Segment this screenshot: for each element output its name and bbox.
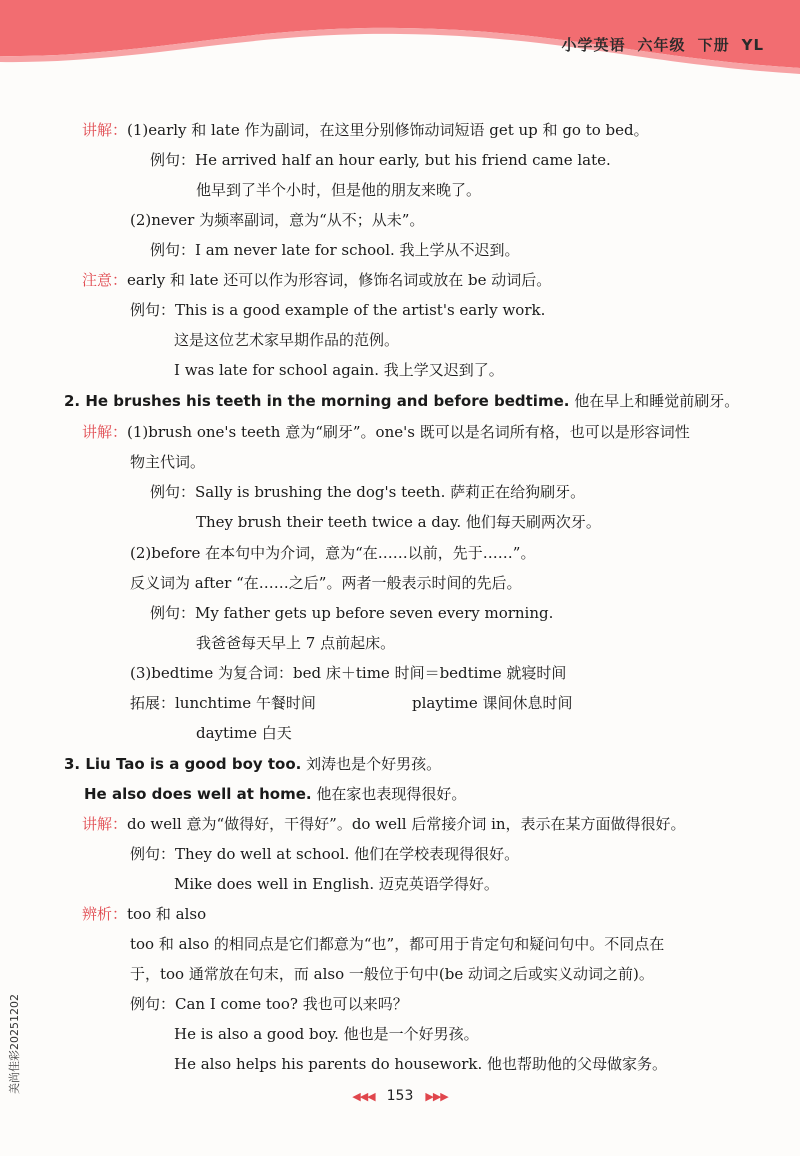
explain-line: (2)never 为频率副词，意为“从不；从未”。 <box>130 211 425 229</box>
explain-tag: 讲解： <box>82 815 128 833</box>
header-edition: YL <box>741 36 764 54</box>
explain-line: 于，too 通常放在句末，而 also 一般位于句中(be 动词之后或实义动词之前)。 <box>130 965 654 983</box>
extension-line: 拓展：lunchtime 午餐时间 <box>130 694 316 712</box>
explain-line: too 和 also 的相同点是它们都意为“也”，都可用于肯定句和疑问句中。不同点在 <box>130 935 665 953</box>
header-grade: 六年级 <box>637 36 686 54</box>
explain-early-late <box>82 120 649 140</box>
example-line: 例句：They do well at school. 他们在学校表现得很好。 <box>130 845 520 863</box>
example-line: 例句：I am never late for school. 我上学从不迟到。 <box>150 241 520 259</box>
example-line: 例句：This is a good example of the artist's early work. <box>130 301 546 319</box>
compare-tag: 辨析： <box>82 905 128 923</box>
explain-do-well <box>82 814 686 834</box>
compare-too-also <box>82 904 206 924</box>
sentence-english: He also does well at home. <box>84 785 312 803</box>
example-line: 例句：Sally is brushing the dog's teeth. 萨莉正在给狗刷牙。 <box>150 483 586 501</box>
line-text: too 和 also <box>127 905 207 923</box>
sentence-heading-2 <box>64 391 739 411</box>
example-line: He also helps his parents do housework. 他也帮助他的父母做家务。 <box>174 1055 668 1073</box>
line-text: (1)brush one's teeth 意为“刷牙”。one's 既可以是名词所有格，也可以是形容词性 <box>127 423 690 441</box>
explain-line: 反义词为 after “在……之后”。两者一般表示时间的先后。 <box>130 574 522 592</box>
example-line: He is also a good boy. 他也是一个好男孩。 <box>174 1025 479 1043</box>
side-print-code <box>6 994 22 1094</box>
note-tag: 注意： <box>82 271 128 289</box>
translation-line: 这是这位艺术家早期作品的范例。 <box>174 331 400 349</box>
line-text: (1)early 和 late 作为副词，在这里分别修饰动词短语 get up 和 go to bed。 <box>127 121 649 139</box>
explain-line: 物主代词。 <box>130 453 206 471</box>
line-text: early 和 late 还可以作为形容词，修饰名词或放在 be 动词后。 <box>127 271 552 289</box>
explain-tag: 讲解： <box>82 423 128 441</box>
example-line: 例句：He arrived half an hour early, but his friend came late. <box>150 151 611 169</box>
sentence-english: 3. Liu Tao is a good boy too. <box>64 755 302 773</box>
sentence-english: 2. He brushes his teeth in the morning and before bedtime. <box>64 392 570 410</box>
sentence-translation: 他在早上和睡觉前刷牙。 <box>569 392 740 410</box>
extension-line: playtime 课间休息时间 <box>412 694 573 712</box>
sentence-heading-3b <box>84 784 466 804</box>
line-text: do well 意为“做得好，干得好”。do well 后常接介词 in，表示在某方面做得很好。 <box>127 815 686 833</box>
left-arrows-icon: ◀◀◀ <box>352 1089 375 1103</box>
example-line: 例句：Can I come too? 我也可以来吗？ <box>130 995 408 1013</box>
side-code-text: 美尚佳彩20251202 <box>8 994 21 1094</box>
sentence-heading-3 <box>64 754 441 774</box>
right-arrows-icon: ▶▶▶ <box>425 1089 448 1103</box>
header-subject: 小学英语 <box>561 36 626 54</box>
header-info <box>550 34 764 55</box>
translation-line: 他早到了半个小时，但是他的朋友来晚了。 <box>196 181 482 199</box>
explain-line: (3)bedtime 为复合词：bed 床＋time 时间＝bedtime 就寝时间 <box>130 664 567 682</box>
example-line: Mike does well in English. 迈克英语学得好。 <box>174 875 499 893</box>
explain-brush-teeth <box>82 422 690 442</box>
sentence-translation: 刘涛也是个好男孩。 <box>301 755 442 773</box>
page-footer <box>330 1086 470 1106</box>
explain-tag: 讲解： <box>82 121 128 139</box>
note-early-late <box>82 270 551 290</box>
example-line: 例句：My father gets up before seven every morning. <box>150 604 554 622</box>
header-volume: 下册 <box>697 36 730 54</box>
translation-line: 我爸爸每天早上 7 点前起床。 <box>196 634 396 652</box>
page-number: 153 <box>386 1088 414 1104</box>
example-line: They brush their teeth twice a day. 他们每天刷两次牙。 <box>196 513 601 531</box>
extension-line: daytime 白天 <box>196 724 292 742</box>
sentence-translation: 他在家也表现得很好。 <box>311 785 467 803</box>
example-line: I was late for school again. 我上学又迟到了。 <box>174 361 504 379</box>
explain-line: (2)before 在本句中为介词，意为“在……以前，先于……”。 <box>130 544 536 562</box>
